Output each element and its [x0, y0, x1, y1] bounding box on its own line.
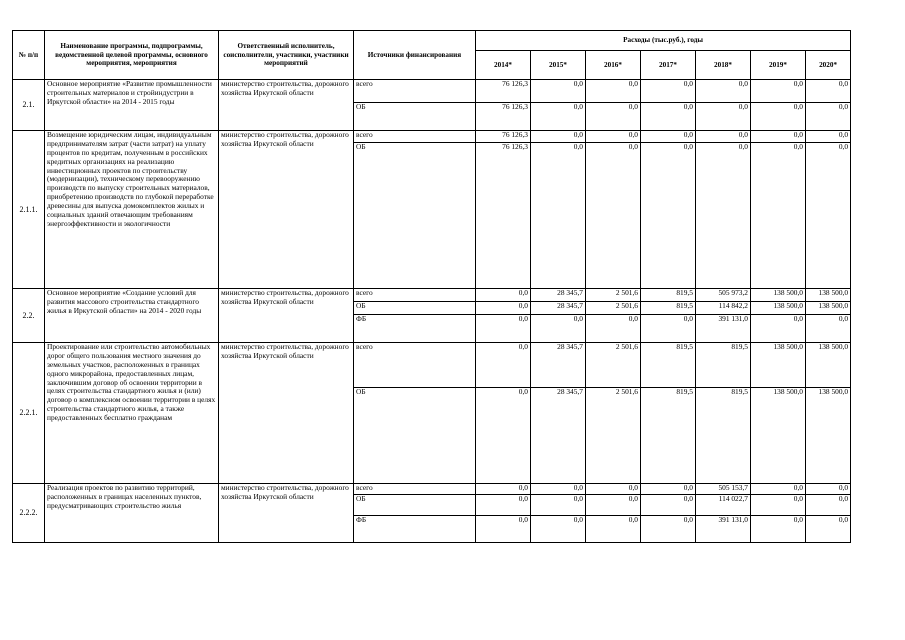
expense-value: 0,0	[586, 495, 641, 516]
executor: министерство строительства, дорожного хозяйства Иркутской области	[219, 80, 354, 131]
table-row	[13, 343, 851, 388]
executor: министерство строительства, дорожного хозяйства Иркутской области	[219, 289, 354, 343]
expense-value: 0,0	[751, 131, 806, 143]
expense-value: 0,0	[806, 484, 851, 495]
expense-value: 391 131,0	[696, 315, 751, 343]
activity-name: Проектирование или строительство автомобильных дорог общего пользования местного значения до земельных участков, расположенных в границах одного микрорайона, предоставленных лицам, заключившим договор об освоении территории в целях строительства стандартного жилья и (или) договор о комплексном освоении территории в целях строительства стандартного жилья, а также предоставленных бесплатно гражданам	[45, 343, 219, 484]
row-number: 2.2.2.	[13, 484, 45, 543]
expense-value: 138 500,0	[806, 343, 851, 388]
expense-value: 0,0	[641, 516, 696, 543]
funding-source: всего	[354, 80, 476, 103]
expense-value: 0,0	[751, 495, 806, 516]
funding-source: ОБ	[354, 103, 476, 131]
expense-value: 0,0	[696, 143, 751, 289]
header-number: № п/п	[13, 31, 45, 80]
row-number: 2.1.1.	[13, 131, 45, 289]
expense-value: 76 126,3	[476, 143, 531, 289]
funding-source: всего	[354, 343, 476, 388]
expense-value: 0,0	[806, 516, 851, 543]
funding-source: ФБ	[354, 516, 476, 543]
expense-value: 76 126,3	[476, 80, 531, 103]
funding-source: всего	[354, 484, 476, 495]
expense-value: 0,0	[751, 103, 806, 131]
activity-name: Основное мероприятие «Создание условий для развития массового строительства стандартного жилья в Иркутской области» на 2014 - 2020 годы	[45, 289, 219, 343]
expense-value: 114 022,7	[696, 495, 751, 516]
expense-value: 819,5	[641, 388, 696, 484]
expense-value: 138 500,0	[806, 289, 851, 302]
expense-value: 0,0	[531, 484, 586, 495]
table-row	[13, 80, 851, 103]
executor: министерство строительства, дорожного хозяйства Иркутской области	[219, 484, 354, 543]
expense-value: 391 131,0	[696, 516, 751, 543]
expense-value: 2 501,6	[586, 302, 641, 315]
expense-value: 0,0	[531, 131, 586, 143]
funding-source: ОБ	[354, 388, 476, 484]
expense-value: 505 153,7	[696, 484, 751, 495]
executor: министерство строительства, дорожного хозяйства Иркутской области	[219, 131, 354, 289]
expense-value: 0,0	[531, 495, 586, 516]
expense-value: 0,0	[476, 516, 531, 543]
header-year: 2020*	[806, 51, 851, 80]
funding-source: ОБ	[354, 143, 476, 289]
row-number: 2.2.1.	[13, 343, 45, 484]
expense-value: 0,0	[806, 143, 851, 289]
expense-value: 0,0	[641, 315, 696, 343]
expense-value: 0,0	[696, 103, 751, 131]
expense-value: 2 501,6	[586, 388, 641, 484]
expense-value: 138 500,0	[751, 388, 806, 484]
expense-value: 0,0	[586, 131, 641, 143]
header-year: 2019*	[751, 51, 806, 80]
expense-value: 0,0	[696, 131, 751, 143]
expense-value: 2 501,6	[586, 343, 641, 388]
funding-source: ОБ	[354, 302, 476, 315]
expense-value: 138 500,0	[751, 289, 806, 302]
row-number: 2.1.	[13, 80, 45, 131]
expense-value: 0,0	[476, 388, 531, 484]
expense-value: 0,0	[641, 143, 696, 289]
expense-value: 138 500,0	[806, 302, 851, 315]
table-row	[13, 484, 851, 495]
expense-value: 0,0	[806, 80, 851, 103]
expense-value: 28 345,7	[531, 302, 586, 315]
expense-value: 0,0	[586, 80, 641, 103]
executor: министерство строительства, дорожного хозяйства Иркутской области	[219, 343, 354, 484]
expense-value: 0,0	[751, 516, 806, 543]
expense-value: 76 126,3	[476, 103, 531, 131]
expense-value: 0,0	[806, 315, 851, 343]
expense-value: 0,0	[806, 131, 851, 143]
expense-value: 0,0	[531, 143, 586, 289]
funding-source: ФБ	[354, 315, 476, 343]
funding-source: ОБ	[354, 495, 476, 516]
expense-value: 138 500,0	[751, 343, 806, 388]
expense-value: 0,0	[641, 103, 696, 131]
table-body	[13, 80, 851, 543]
expense-value: 0,0	[641, 484, 696, 495]
funding-source: всего	[354, 131, 476, 143]
expense-value: 819,5	[641, 343, 696, 388]
expense-value: 0,0	[751, 484, 806, 495]
activity-name: Реализация проектов по развитию территорий, расположенных в границах населенных пунктов, предусматривающих строительство жилья	[45, 484, 219, 543]
expense-value: 0,0	[586, 315, 641, 343]
expense-value: 28 345,7	[531, 388, 586, 484]
expense-value: 819,5	[696, 388, 751, 484]
expense-value: 138 500,0	[806, 388, 851, 484]
header-executor: Ответственный исполнитель, соисполнители, участники, участники мероприятий	[219, 31, 354, 80]
header-year: 2014*	[476, 51, 531, 80]
expense-value: 0,0	[806, 103, 851, 131]
header-year: 2016*	[586, 51, 641, 80]
expense-value: 0,0	[476, 484, 531, 495]
expense-value: 0,0	[641, 131, 696, 143]
expense-value: 0,0	[531, 80, 586, 103]
expense-value: 28 345,7	[531, 289, 586, 302]
expense-value: 0,0	[531, 516, 586, 543]
expense-value: 28 345,7	[531, 343, 586, 388]
expense-value: 0,0	[586, 143, 641, 289]
expense-value: 0,0	[476, 315, 531, 343]
expense-value: 2 501,6	[586, 289, 641, 302]
expense-value: 138 500,0	[751, 302, 806, 315]
expense-value: 114 842,2	[696, 302, 751, 315]
table-row	[13, 289, 851, 302]
table-header	[13, 31, 851, 80]
expense-value: 0,0	[476, 495, 531, 516]
funding-source: всего	[354, 289, 476, 302]
expense-value: 0,0	[751, 315, 806, 343]
expense-value: 505 973,2	[696, 289, 751, 302]
budget-table	[12, 30, 851, 543]
activity-name: Основное мероприятие «Развитие промышленности строительных материалов и стройиндустрии в Иркутской области» на 2014 - 2015 годы	[45, 80, 219, 131]
header-year: 2017*	[641, 51, 696, 80]
expense-value: 819,5	[641, 289, 696, 302]
expense-value: 0,0	[751, 143, 806, 289]
expense-value: 0,0	[476, 343, 531, 388]
expense-value: 0,0	[531, 315, 586, 343]
expense-value: 0,0	[751, 80, 806, 103]
row-number: 2.2.	[13, 289, 45, 343]
expense-value: 0,0	[531, 103, 586, 131]
header-year: 2015*	[531, 51, 586, 80]
expense-value: 0,0	[586, 103, 641, 131]
header-expenses: Расходы (тыс.руб.), годы	[476, 31, 851, 51]
header-name: Наименование программы, подпрограммы, ведомственной целевой программы, основного мероприятия, мероприятия	[45, 31, 219, 80]
header-source: Источники финансирования	[354, 31, 476, 80]
expense-value: 0,0	[476, 289, 531, 302]
activity-name: Возмещение юридическим лицам, индивидуальным предпринимателям затрат (части затрат) на уплату процентов по кредитам, полученным в российских кредитных организациях на реализацию инвестиционных проектов по строительству (модернизации), техническому перевооружению производств по выпуску строительных материалов, приобретению производств по глубокой переработке древесины для выпуска домокомплектов жилых и социальных зданий отвечающим требованиям энергоэффективности и экологичности	[45, 131, 219, 289]
expense-value: 819,5	[696, 343, 751, 388]
expense-value: 0,0	[696, 80, 751, 103]
expense-value: 0,0	[476, 302, 531, 315]
table-row	[13, 131, 851, 143]
expense-value: 0,0	[586, 484, 641, 495]
expense-value: 0,0	[641, 80, 696, 103]
expense-value: 76 126,3	[476, 131, 531, 143]
expense-value: 819,5	[641, 302, 696, 315]
expense-value: 0,0	[641, 495, 696, 516]
expense-value: 0,0	[586, 516, 641, 543]
expense-value: 0,0	[806, 495, 851, 516]
header-year: 2018*	[696, 51, 751, 80]
